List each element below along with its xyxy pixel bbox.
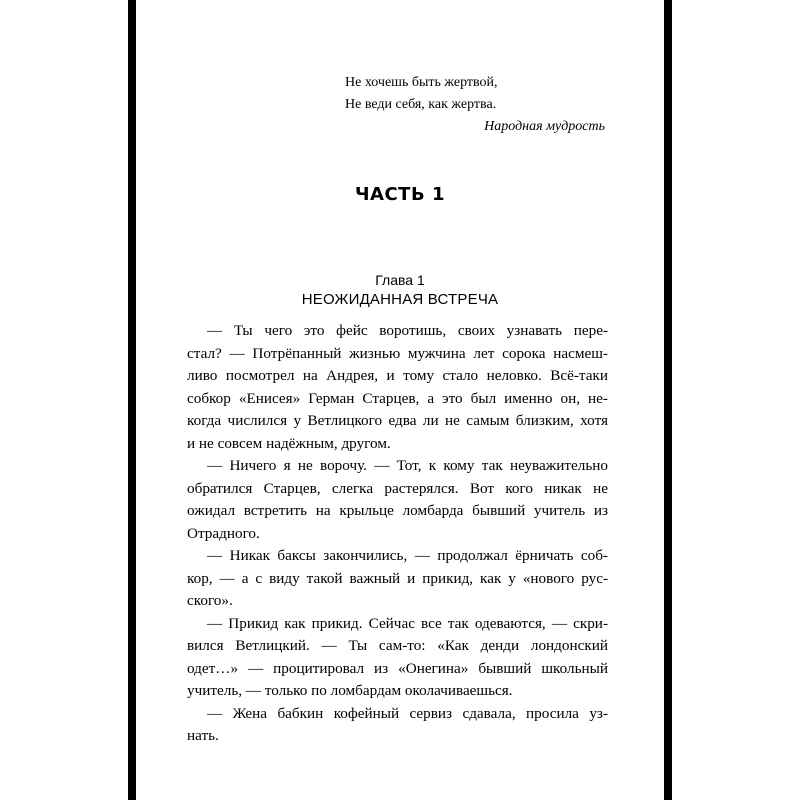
epigraph (345, 72, 605, 138)
text-line: стал? — Потрёпанный жизнью мужчина лет сорока насмеш- (187, 344, 608, 362)
text-line: вился Ветлицкий. — Ты сам-то: «Как денди лондонский (187, 637, 608, 654)
text-line: одет…» — процитировал из «Онегина» бывший школьный (187, 659, 608, 677)
text-line: ливо посмотрел на Андрея, и тому стало неловко. Всё-таки (187, 367, 608, 384)
text-line: — Никак баксы закончились, — продолжал ёрничать соб- (207, 547, 608, 564)
epigraph-line: Не веди себя, как жертва. (345, 97, 497, 112)
text-line: собкор «Енисея» Герман Старцев, а это был именно он, не- (187, 389, 608, 407)
text-line: ского». (187, 592, 233, 609)
chapter-number: Глава 1 (375, 272, 425, 288)
text-line: Отрадного. (187, 524, 260, 542)
chapter-title: НЕОЖИДАННАЯ ВСТРЕЧА (301, 291, 499, 308)
text-line: обратился Старцев, слегка растерялся. Вот кого никак не (187, 479, 608, 497)
text-line: — Ничего я не ворочу. — Тот, к кому так неуважительно (207, 457, 608, 474)
chapter-body (187, 320, 608, 748)
text-line: когда числился у Ветлицкого едва ли не самым близким, хотя (187, 412, 608, 429)
epigraph-source: Народная мудрость (484, 119, 605, 134)
left-border (128, 0, 136, 800)
text-line: и не совсем надёжным, другом. (187, 434, 391, 452)
epigraph-line: Не хочешь быть жертвой, (345, 75, 498, 90)
text-line: ожидал встретить на крыльце ломбарда бывший учитель из (187, 502, 608, 519)
text-line: — Ты чего это фейс воротишь, своих узнавать пере- (207, 322, 608, 339)
right-border (664, 0, 672, 800)
text-line: — Жена бабкин кофейный сервиз сдавала, просила уз- (207, 704, 608, 722)
text-line: учитель, — только по ломбардам околачиваешься. (187, 682, 513, 699)
part-title: ЧАСТЬ 1 (355, 184, 445, 205)
book-page (136, 0, 664, 800)
text-line: — Прикид как прикид. Сейчас все так одеваются, — скри- (207, 614, 608, 632)
text-line: нать. (187, 727, 219, 744)
text-line: кор, — а с виду такой важный и прикид, как у «нового рус- (187, 569, 608, 587)
